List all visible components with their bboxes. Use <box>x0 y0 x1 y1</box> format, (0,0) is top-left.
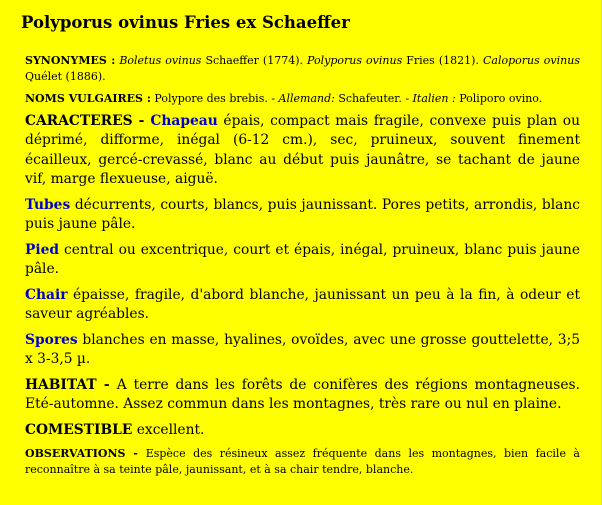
observations-paragraph <box>25 446 580 477</box>
synonymes-label: SYNONYMES : <box>25 54 116 67</box>
tubes-label: Tubes <box>25 196 71 213</box>
pied-label: Pied <box>25 241 60 258</box>
chair-text: épaisse, fragile, d'abord blanche, jaunissant un peu à la fin, à odeur et saveur agréables. <box>25 286 580 322</box>
caracteres-label: CARACTERES - <box>25 112 151 129</box>
tubes-text: décurrents, courts, blancs, puis jaunissant. Pores petits, arrondis, blanc puis jaune pâle. <box>25 196 580 232</box>
synonym-name-3: Caloporus ovinus <box>482 54 580 67</box>
noms-text-1: Polypore des brebis. - <box>150 92 279 105</box>
chapeau-label: Chapeau <box>150 112 218 129</box>
spores-paragraph <box>25 331 580 370</box>
spores-label: Spores <box>25 331 78 348</box>
pied-paragraph <box>25 241 580 280</box>
chapeau-text: épais, compact mais fragile, convexe puis plan ou déprimé, difforme, inégal (6-12 cm.), sec, pruineux, souvent finement écailleux, gercé-crevassé, blanc au début puis jaunâtre, se tachant de jaune vif, marge flexueuse, aiguë. <box>25 112 580 187</box>
observations-text: Espèce des résineux assez fréquente dans les montagnes, bien facile à reconnaître à sa teinte pâle, jaunissant, et à sa chair tendre, blanche. <box>25 447 580 476</box>
habitat-text: A terre dans les forêts de conifères des régions montagneuses. Eté-automne. Assez commun dans les montagnes, très rare ou nul en plaine. <box>25 376 580 412</box>
pied-text: central ou excentrique, court et épais, inégal, pruineux, blanc puis jaune pâle. <box>25 241 580 277</box>
chair-paragraph <box>25 286 580 325</box>
habitat-paragraph <box>25 376 580 415</box>
comestible-label: COMESTIBLE <box>25 421 133 438</box>
synonymes-paragraph <box>25 53 580 84</box>
synonym-name-1: Boletus ovinus <box>119 54 202 67</box>
synonym-name-2: Polyporus ovinus <box>307 54 403 67</box>
noms-text-2: Schafeuter. - <box>334 92 413 105</box>
observations-label: OBSERVATIONS - <box>25 447 146 460</box>
noms-lang-allemand: Allemand: <box>278 92 335 105</box>
synonym-author-1: Schaeffer (1774). <box>201 54 308 67</box>
description-body <box>25 53 580 477</box>
synonym-author-3: Quélet (1886). <box>25 69 106 83</box>
tubes-paragraph <box>25 196 580 235</box>
page-title: Polyporus ovinus Fries ex Schaeffer <box>21 13 350 32</box>
noms-vulgaires-paragraph <box>25 91 580 107</box>
noms-vulgaires-label: NOMS VULGAIRES : <box>25 92 151 105</box>
noms-lang-italien: Italien : <box>412 92 456 105</box>
spores-text: blanches en masse, hyalines, ovoïdes, avec une grosse gouttelette, 3;5 x 3-3,5 µ. <box>25 331 580 367</box>
synonym-author-2: Fries (1821). <box>402 54 483 67</box>
chair-label: Chair <box>25 286 68 303</box>
habitat-label: HABITAT - <box>25 376 117 393</box>
noms-text-3: Poliporo ovino. <box>455 92 543 105</box>
comestible-paragraph <box>25 421 580 441</box>
comestible-text: excellent. <box>132 421 205 438</box>
caracteres-paragraph <box>25 112 580 190</box>
